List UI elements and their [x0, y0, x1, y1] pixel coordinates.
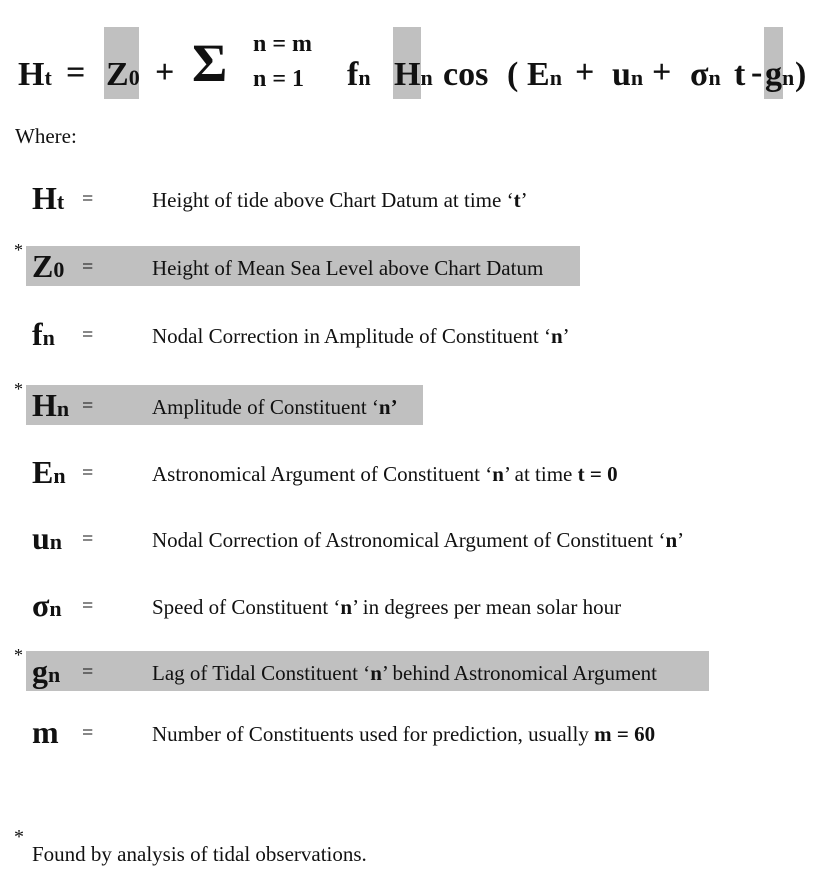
definition-equals: =: [82, 661, 94, 683]
asterisk-marker: *: [14, 240, 23, 260]
formula-cos: cos: [443, 56, 489, 93]
definition-row: [0, 452, 815, 492]
definition-symbol: m: [32, 714, 59, 750]
formula-hn: Hn: [394, 56, 433, 93]
definition-equals: =: [82, 528, 94, 550]
formula-ht: Ht: [18, 56, 52, 93]
definition-equals: =: [82, 324, 94, 346]
definition-symbol: un: [32, 520, 63, 556]
formula-en: En: [527, 56, 562, 93]
asterisk-marker: *: [14, 645, 23, 665]
definition-description: Number of Constituents used for prediction, usually m = 60: [152, 722, 656, 746]
formula-plus: +: [575, 54, 595, 91]
definition-symbol: Hn: [32, 387, 70, 423]
tide-formula: [0, 0, 815, 110]
definition-row: [0, 240, 815, 286]
formula-fn: fn: [347, 56, 371, 93]
definition-description: Astronomical Argument of Constituent ‘n’ at time t = 0: [152, 462, 618, 486]
definition-description: Amplitude of Constituent ‘n’: [152, 395, 398, 419]
definition-description: Height of tide above Chart Datum at time ‘t’: [152, 188, 528, 212]
definition-description: Speed of Constituent ‘n’ in degrees per mean solar hour: [152, 595, 622, 619]
definition-symbol: En: [32, 454, 66, 490]
definition-equals: =: [82, 462, 94, 484]
formula-t: t: [734, 56, 746, 93]
definition-symbol: gn: [32, 653, 61, 689]
definition-symbol: fn: [32, 316, 55, 352]
definition-row: [0, 645, 815, 691]
footnote-text: Found by analysis of tidal observations.: [32, 842, 367, 866]
formula-un: un: [612, 56, 644, 93]
definition-symbol: σn: [32, 587, 62, 623]
definition-description: Lag of Tidal Constituent ‘n’ behind Astronomical Argument: [152, 661, 657, 685]
formula-minus: -: [751, 54, 763, 91]
formula-z0: Z0: [106, 56, 140, 93]
formula-gn: gn: [765, 56, 795, 93]
formula-close-paren: ): [795, 56, 807, 93]
definition-equals: =: [82, 256, 94, 278]
definition-symbol: Ht: [32, 180, 65, 216]
formula-plus: +: [652, 54, 672, 91]
definition-description: Nodal Correction of Astronomical Argument of Constituent ‘n’: [152, 528, 685, 552]
definition-symbol: Z0: [32, 248, 65, 284]
where-label: Where:: [15, 124, 77, 148]
definition-row: [0, 379, 815, 425]
definition-description: Nodal Correction in Amplitude of Constituent ‘n’: [152, 324, 570, 348]
asterisk-marker: *: [14, 379, 23, 399]
definition-equals: =: [82, 395, 94, 417]
definition-row: [0, 712, 815, 752]
definition-row: [0, 178, 815, 218]
definition-row: [0, 518, 815, 558]
summation-icon: Σ: [192, 33, 228, 93]
definition-equals: =: [82, 595, 94, 617]
definition-row: [0, 585, 815, 625]
definition-equals: =: [82, 188, 94, 210]
sum-upper-limit: n = m: [253, 31, 313, 57]
formula-sigma-n: σn: [690, 56, 721, 93]
definition-row: [0, 314, 815, 354]
formula-equals: =: [66, 54, 86, 91]
formula-open-paren: (: [507, 56, 519, 93]
definition-equals: =: [82, 722, 94, 744]
definition-description: Height of Mean Sea Level above Chart Datum: [152, 256, 544, 280]
sum-lower-limit: n = 1: [253, 66, 305, 92]
formula-plus: +: [155, 54, 175, 91]
footnote-marker: *: [14, 826, 24, 848]
